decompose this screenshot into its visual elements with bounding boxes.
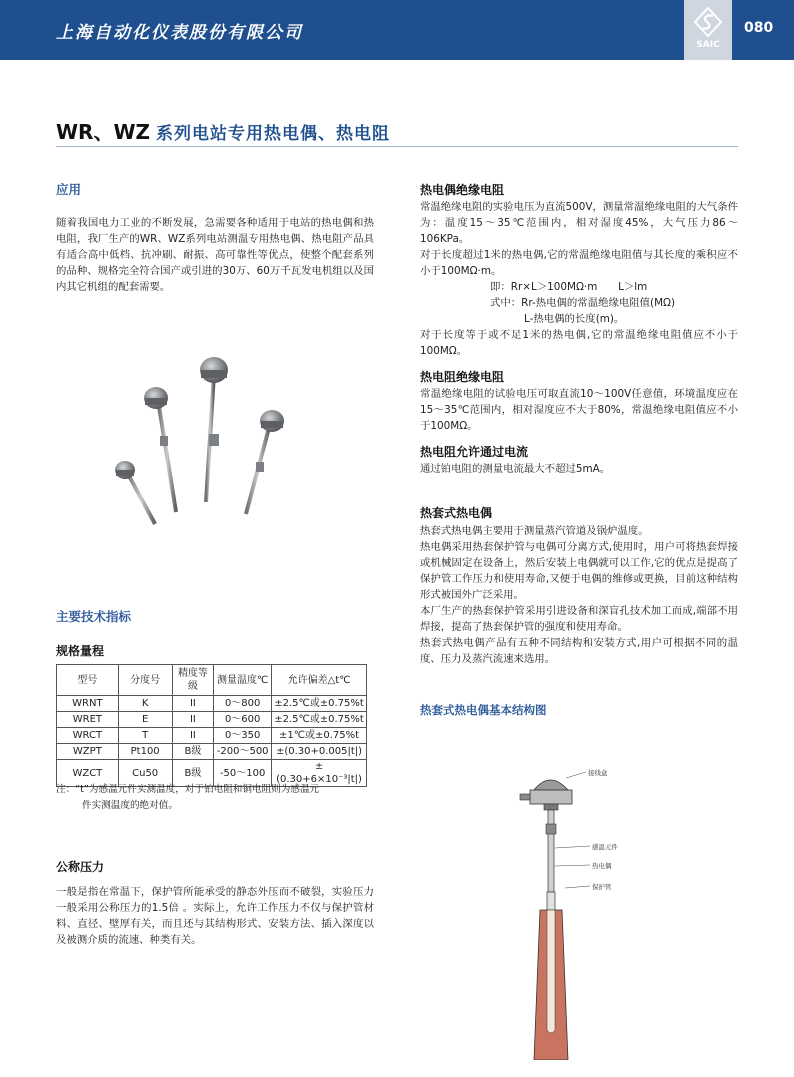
table-header-row xyxy=(57,665,367,696)
table-cell: 0～600 xyxy=(214,712,272,728)
title-code: WR、WZ xyxy=(56,120,151,144)
rtd-insulation-heading: 热电阻绝缘电阻 xyxy=(420,370,505,384)
thermowell-text: 热电偶采用热套保护管与电偶可分离方式,使用时，用户可将热套焊接或机械固定在设备上，然后安装上电偶就可以工作,它的优点是提高了保护管工作压力和使用寿命,又便于电偶的维修或更换，目前这种结构形式被国外广泛采用。 xyxy=(420,541,738,601)
thermowell-text: 热套式热电偶产品有五种不同结构和安装方式,用户可根据不同的温度、压力及蒸汽流速来选用。 xyxy=(420,637,738,665)
table-cell: ±(0.30+0.005|t|) xyxy=(272,744,367,760)
table-cell: II xyxy=(172,728,214,744)
specs-heading: 主要技术指标 xyxy=(56,609,132,624)
table-header-cell: 型号 xyxy=(57,665,119,696)
title-divider xyxy=(56,146,738,147)
range-heading: 规格量程 xyxy=(56,644,105,658)
table-cell: WRNT xyxy=(57,696,119,712)
note-line: 件实测温度的绝对值。 xyxy=(82,800,178,811)
table-cell: E xyxy=(118,712,172,728)
table-row xyxy=(57,712,367,728)
company-logo xyxy=(684,0,732,60)
callout-sensing-element: 感温元件 xyxy=(592,843,618,851)
thermowell-text: 热套式热电偶主要用于测量蒸汽管道及锅炉温度。 xyxy=(420,525,649,537)
table-cell: WZPT xyxy=(57,744,119,760)
table-cell: Pt100 xyxy=(118,744,172,760)
thermowell-structure-icon xyxy=(510,760,630,1060)
table-cell: ±1℃或±0.75%t xyxy=(272,728,367,744)
tc-insulation-heading: 热电偶绝缘电阻 xyxy=(420,183,505,197)
application-heading: 应用 xyxy=(56,182,82,197)
table-cell: 0～800 xyxy=(214,696,272,712)
product-photo xyxy=(100,352,300,527)
thermowell-heading: 热套式热电偶 xyxy=(420,506,493,520)
formula-line: L-热电偶的长度(m)。 xyxy=(524,313,625,325)
structure-diagram xyxy=(510,760,630,1060)
table-cell: 0～350 xyxy=(214,728,272,744)
table-cell: B级 xyxy=(172,744,214,760)
thermowell-block xyxy=(420,523,738,667)
rtd-insulation-text: 常温绝缘电阻的试验电压可取直流10～100V任意值，环境温度应在15～35℃范围内，相对湿度应不大于80%，常温绝缘电阻值应不小于100MΩ。 xyxy=(420,388,738,432)
table-cell: -50～100 xyxy=(214,760,272,787)
table-cell: WZCT xyxy=(57,760,119,787)
structure-heading: 热套式热电偶基本结构图 xyxy=(420,703,547,717)
saic-logo-icon xyxy=(693,6,723,38)
table-note xyxy=(56,782,319,814)
table-row xyxy=(57,696,367,712)
page-title xyxy=(56,116,390,145)
table-cell: ±2.5℃或±0.75%t xyxy=(272,712,367,728)
table-row xyxy=(57,744,367,760)
rtd-current-text: 通过铂电阻的测量电流最大不超过5mA。 xyxy=(420,463,611,475)
table-cell: WRET xyxy=(57,712,119,728)
table-header-cell: 允许偏差△t℃ xyxy=(272,665,367,696)
rtd-current-heading: 热电阻允许通过电流 xyxy=(420,445,529,459)
table-cell: II xyxy=(172,712,214,728)
table-header-cell: 分度号 xyxy=(118,665,172,696)
table-cell: ±2.5℃或±0.75%t xyxy=(272,696,367,712)
note-line: 注：“t”为感温元件实测温度，对于铂电阻和铜电阻则为感温元 xyxy=(56,784,320,795)
table-cell: WRCT xyxy=(57,728,119,744)
spec-table xyxy=(56,664,367,787)
callout-junction-box: 接线盒 xyxy=(588,769,608,777)
title-name: 系列电站专用热电偶、热电阻 xyxy=(156,124,391,144)
callout-protection-tube: 保护管 xyxy=(592,883,612,891)
thermocouple-products-icon xyxy=(100,352,300,527)
table-header-cell: 测量温度℃ xyxy=(214,665,272,696)
table-cell: B级 xyxy=(172,760,214,787)
pressure-text: 一般是指在常温下，保护管所能承受的静态外压而不破裂，实验压力一般采用公称压力的1.5倍 。实际上，允许工作压力不仅与保护管材料、直径、壁厚有关，而且还与其结构形式、安装方法、插入深度以及被测介质的流速、种类有关。 xyxy=(56,886,374,946)
table-cell: -200～500 xyxy=(214,744,272,760)
tc-insulation-block xyxy=(420,199,738,359)
header-bar xyxy=(0,0,794,60)
application-text: 随着我国电力工业的不断发展，急需要各种适用于电站的热电偶和热电阻，我厂生产的WR、WZ系列电站测温专用热电偶、热电阻产品具有适合高中低档、抗冲刷、耐振、高可靠性等优点，使整个配套系列的品种、规格完全符合国产或引进的30万、60万千瓦发电机组以及国内其它机组的配套需要。 xyxy=(56,217,374,293)
table-cell: ±(0.30+6×10⁻³|t|) xyxy=(272,760,367,787)
callout-thermocouple: 热电偶 xyxy=(592,862,612,870)
table-row xyxy=(57,728,367,744)
tc-insulation-text: 对于长度超过1米的热电偶,它的常温绝缘电阻值与其长度的乘积应不小于100MΩ·m。 xyxy=(420,249,738,277)
formula-line: 即：Rr×L＞100MΩ·m L＞lm xyxy=(490,281,648,293)
tc-insulation-text: 常温绝缘电阻的实验电压为直流500V，测量常温绝缘电阻的大气条件为：温度15～35℃范围内，相对湿度45%，大气压力86～106KPa。 xyxy=(420,201,738,245)
table-cell: T xyxy=(118,728,172,744)
table-header-cell: 精度等级 xyxy=(172,665,214,696)
page-number: 080 xyxy=(744,20,774,36)
table-cell: II xyxy=(172,696,214,712)
pressure-heading: 公称压力 xyxy=(56,860,105,874)
thermowell-text: 本厂生产的热套保护管采用引进设备和深盲孔技术加工而成,端部不用焊接，提高了热套保护管的强度和使用寿命。 xyxy=(420,605,738,633)
formula-line: 式中：Rr-热电偶的常温绝缘电阻值(MΩ) xyxy=(490,297,676,309)
table-cell: K xyxy=(118,696,172,712)
table-cell: Cu50 xyxy=(118,760,172,787)
company-name: 上海自动化仪表股份有限公司 xyxy=(56,23,303,43)
tc-insulation-text: 对于长度等于或不足1米的热电偶,它的常温绝缘电阻值应不小于100MΩ。 xyxy=(420,329,738,357)
logo-text: SAIC xyxy=(696,40,720,50)
